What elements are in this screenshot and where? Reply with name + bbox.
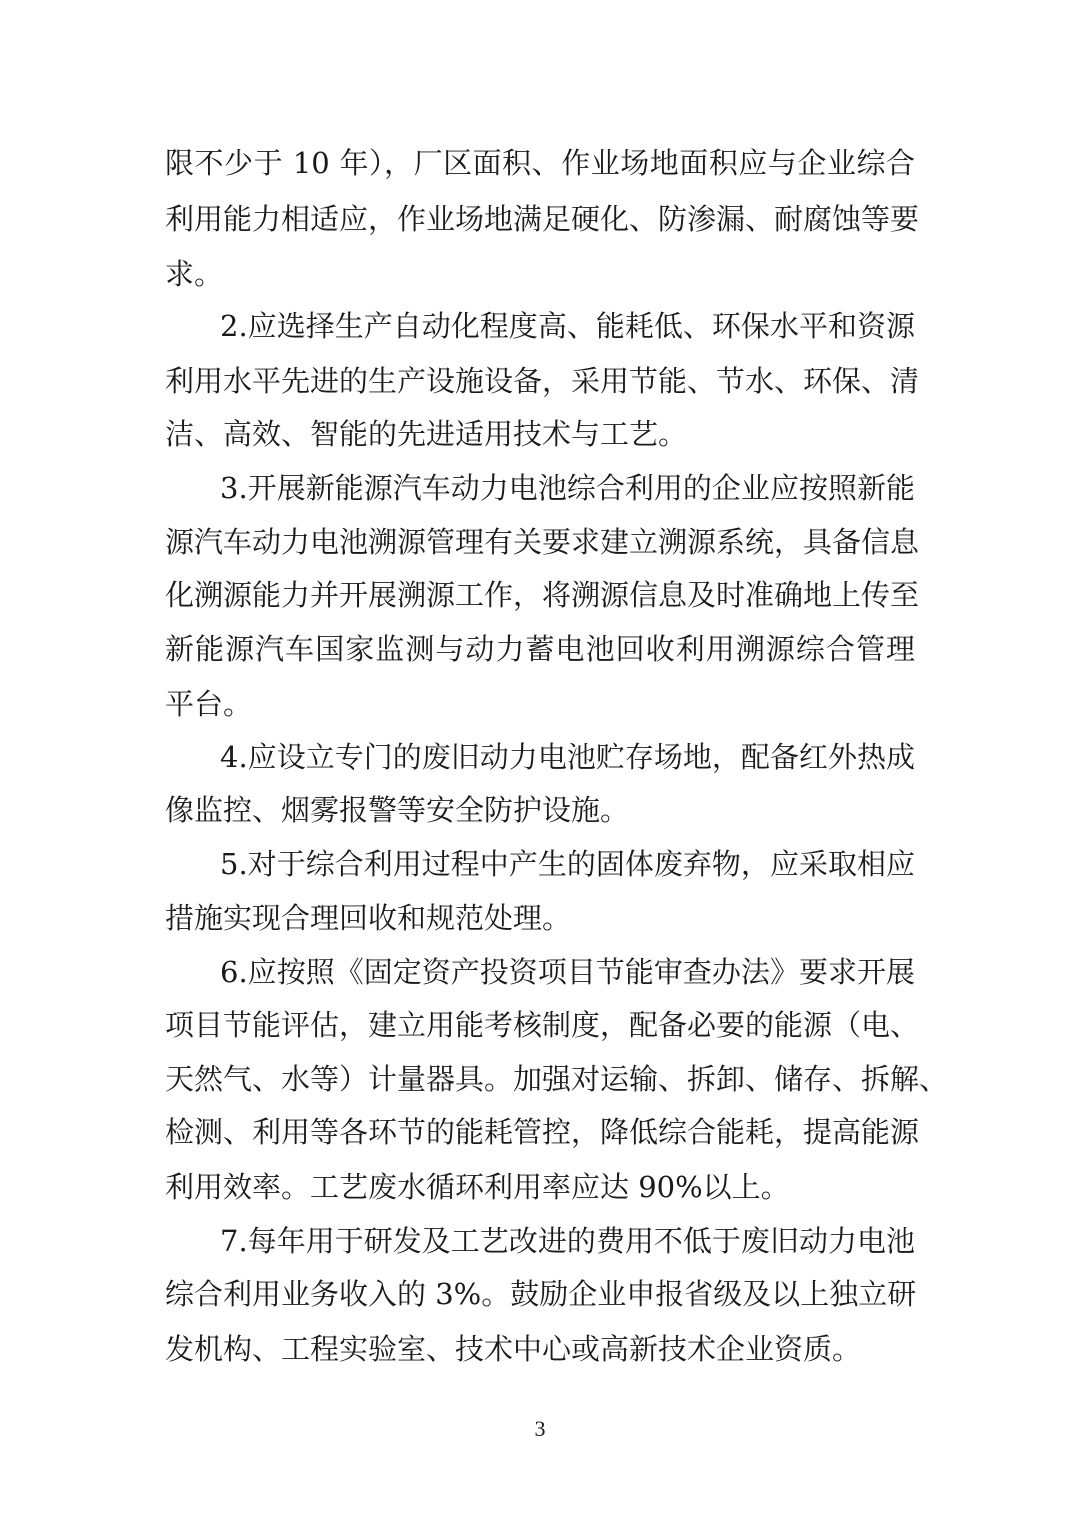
text-line: 利用效率。工艺废水循环利用率应达 90%以上。 <box>165 1170 790 1204</box>
text-line: 平台。 <box>165 687 253 721</box>
text-line: 利用水平先进的生产设施设备，采用节能、节水、环保、清 <box>165 364 920 398</box>
text-line: 洁、高效、智能的先进适用技术与工艺。 <box>165 417 688 451</box>
text-line: 限不少于 10 年），厂区面积、作业场地面积应与企业综合 <box>165 146 915 180</box>
paragraph-start-line: 7.每年用于研发及工艺改进的费用不低于废旧动力电池 <box>220 1224 915 1258</box>
paragraph-start-line: 6.应按照《固定资产投资项目节能审查办法》要求开展 <box>220 955 915 989</box>
text-line: 措施实现合理回收和规范处理。 <box>165 901 572 935</box>
text-line: 项目节能评估，建立用能考核制度，配备必要的能源（电、 <box>165 1008 920 1042</box>
paragraph-start-line: 2.应选择生产自动化程度高、能耗低、环保水平和资源 <box>220 309 915 343</box>
text-line: 天然气、水等）计量器具。加强对运输、拆卸、储存、拆解、 <box>165 1062 949 1096</box>
text-line: 源汽车动力电池溯源管理有关要求建立溯源系统，具备信息 <box>165 525 920 559</box>
text-line: 综合利用业务收入的 3%。鼓励企业申报省级及以上独立研 <box>165 1277 917 1311</box>
text-line: 检测、利用等各环节的能耗管控，降低综合能耗，提高能源 <box>165 1115 920 1149</box>
text-line: 像监控、烟雾报警等安全防护设施。 <box>165 793 630 827</box>
paragraph-start-line: 4.应设立专门的废旧动力电池贮存场地，配备红外热成 <box>220 740 915 774</box>
text-line: 新能源汽车国家监测与动力蓄电池回收利用溯源综合管理 <box>165 632 915 666</box>
page-number: 3 <box>534 1416 546 1441</box>
paragraph-start-line: 3.开展新能源汽车动力电池综合利用的企业应按照新能 <box>220 471 915 505</box>
text-line: 发机构、工程实验室、技术中心或高新技术企业资质。 <box>165 1332 862 1366</box>
text-line: 化溯源能力并开展溯源工作，将溯源信息及时准确地上传至 <box>165 578 920 612</box>
paragraph-start-line: 5.对于综合利用过程中产生的固体废弃物，应采取相应 <box>220 847 915 881</box>
text-line: 求。 <box>165 257 224 291</box>
text-line: 利用能力相适应，作业场地满足硬化、防渗漏、耐腐蚀等要 <box>165 202 920 236</box>
